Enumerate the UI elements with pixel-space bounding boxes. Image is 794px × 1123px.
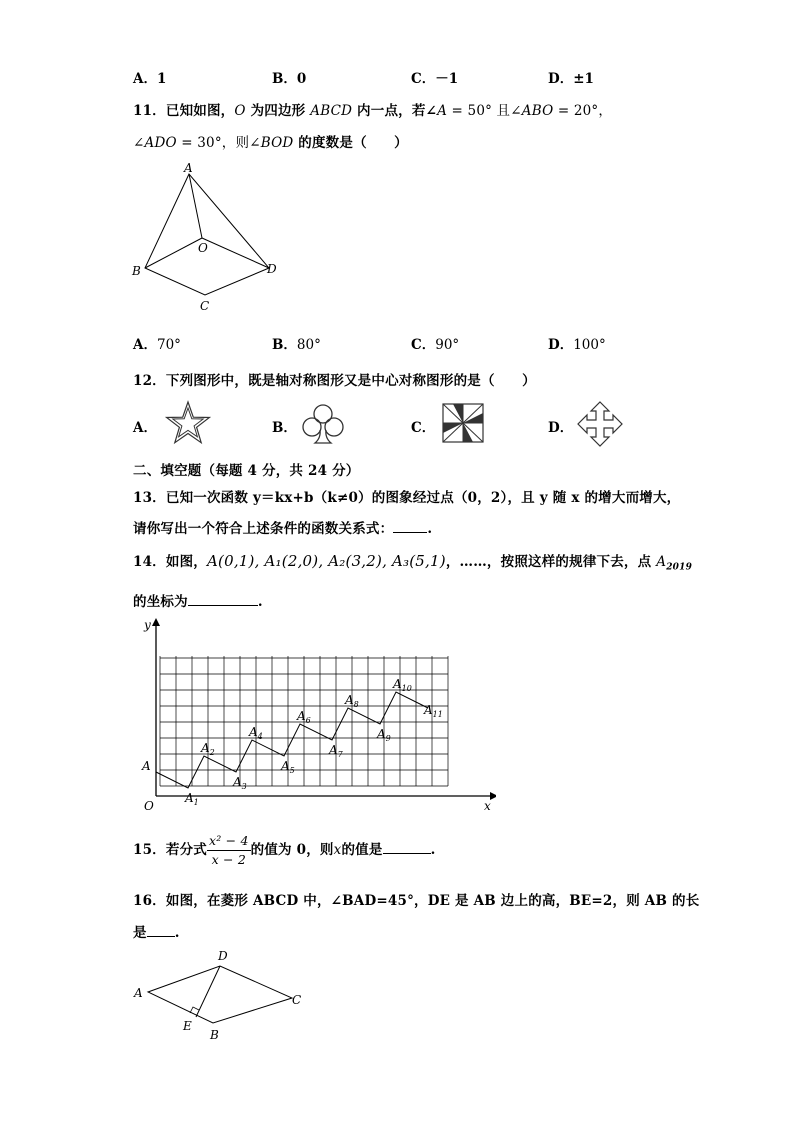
- option-letter: A．: [133, 71, 157, 87]
- option-value: 100°: [573, 337, 606, 353]
- answer-blank[interactable]: [147, 924, 175, 937]
- denominator: x − 2: [211, 852, 247, 867]
- point-label-7: $A_7$: [329, 743, 343, 759]
- point-label-9: $A_9$: [377, 727, 391, 743]
- label-D: D: [218, 949, 228, 963]
- option-letter: B．: [272, 71, 297, 87]
- text: 请你写出一个符合上述条件的函数关系式：: [133, 521, 394, 537]
- text: 的值是: [341, 842, 383, 858]
- point-label-sub: 11: [432, 710, 443, 719]
- option-value: 1: [156, 71, 167, 87]
- q11-quadrilateral-figure: [125, 158, 295, 313]
- text: ∠: [133, 135, 145, 151]
- point-label-sub: 6: [305, 716, 311, 725]
- q10-option-a[interactable]: [133, 67, 166, 87]
- q12-option-a[interactable]: A．: [133, 420, 157, 436]
- math-var: A: [437, 103, 448, 119]
- text: 15．若分式: [133, 842, 207, 858]
- math-sub: 2019: [666, 562, 693, 573]
- label-A: A: [184, 161, 193, 175]
- club-icon: [300, 402, 346, 446]
- option-value: 0: [296, 71, 307, 87]
- y-axis-arrow: [152, 618, 160, 626]
- star-outline-icon: [164, 400, 212, 446]
- point-label-sub: 10: [401, 684, 412, 693]
- option-value: 80°: [296, 337, 321, 353]
- answer-blank[interactable]: [188, 593, 258, 606]
- math-var: ABO: [521, 103, 554, 119]
- point-label-4: $A_4$: [249, 725, 263, 741]
- y-axis-label: y: [144, 618, 151, 632]
- text: 的度数是（ ）: [293, 135, 408, 151]
- math-var: ADO: [144, 135, 177, 151]
- q11-stem-line1: [133, 99, 612, 119]
- q12-stem: 12．下列图形中，既是轴对称图形又是中心对称图形的是（ ）: [133, 373, 536, 389]
- q10-option-b[interactable]: [272, 67, 306, 87]
- text: ，……，按照这样的规律下去，点: [445, 554, 657, 570]
- q12-option-d[interactable]: D．: [548, 420, 574, 436]
- option-letter: A．: [133, 337, 157, 353]
- label-C: C: [200, 299, 210, 313]
- point-label-sub: 9: [385, 734, 391, 743]
- q14-coordinate-graph: [134, 612, 496, 812]
- math-var: x: [333, 842, 342, 858]
- point-label-10: $A_{10}$: [393, 677, 412, 693]
- q16-stem-line2: 是 .: [133, 925, 180, 941]
- fraction: [207, 832, 251, 869]
- label-B: B: [132, 264, 141, 278]
- point-label-sub: 7: [337, 750, 343, 759]
- option-value: 90°: [435, 337, 460, 353]
- q14-stem-line1: [133, 550, 692, 573]
- math-var: ABCD: [310, 103, 353, 119]
- point-label-sub: 1: [193, 798, 199, 807]
- option-value: ±1: [573, 71, 594, 87]
- point-label-6: $A_6$: [297, 709, 311, 725]
- option-value: 70°: [156, 337, 181, 353]
- point-label-1: $A_1$: [185, 791, 199, 807]
- point-label-0: A: [142, 759, 151, 773]
- label-D: D: [267, 262, 277, 276]
- section-title: 二、填空题（每题 4 分，共 24 分）: [133, 463, 360, 479]
- option-letter: B．: [272, 337, 297, 353]
- text: = 50° 且∠: [447, 103, 522, 119]
- point-label-sub: 3: [241, 782, 247, 791]
- option-letter: D．: [548, 337, 574, 353]
- label-E: E: [183, 1019, 192, 1033]
- answer-blank[interactable]: [383, 841, 431, 854]
- four-arrows-icon: [576, 400, 624, 448]
- q16-stem-line1: 16．如图，在菱形 ABCD 中，∠BAD=45°，DE 是 AB 边上的高，BE=2，则 AB 的长: [133, 893, 700, 909]
- point-label-8: $A_8$: [345, 693, 359, 709]
- math-var: BOD: [260, 135, 294, 151]
- q10-option-d[interactable]: [548, 67, 594, 87]
- q11-stem-line2: [133, 131, 408, 151]
- option-letter: C．: [411, 71, 436, 87]
- q11-option-c[interactable]: [411, 333, 459, 353]
- text: 11．已知如图，: [133, 103, 235, 119]
- math-var: O: [234, 103, 246, 119]
- q11-option-d[interactable]: [548, 333, 606, 353]
- option-value: －1: [435, 71, 459, 87]
- text: 的坐标为: [133, 594, 188, 610]
- option-letter: C．: [411, 337, 436, 353]
- origin-label: O: [144, 799, 154, 812]
- q12-option-b[interactable]: B．: [272, 420, 297, 436]
- point-label-sub: 4: [257, 732, 263, 741]
- text: 是: [133, 925, 147, 941]
- q10-option-c[interactable]: [411, 67, 458, 87]
- point-label-3: $A_3$: [233, 775, 247, 791]
- option-letter: D．: [548, 71, 574, 87]
- x-axis-label: x: [484, 799, 491, 812]
- point-label-sub: 8: [353, 700, 359, 709]
- math-points: A(0,1), A₁(2,0), A₂(3,2), A₃(5,1): [207, 552, 446, 570]
- math-var: A: [656, 554, 667, 570]
- q12-option-c[interactable]: C．: [411, 420, 436, 436]
- answer-blank[interactable]: [393, 520, 427, 533]
- point-label-sub: 2: [209, 748, 215, 757]
- q13-stem-line2: 请你写出一个符合上述条件的函数关系式： .: [133, 521, 433, 537]
- text: 为四边形: [245, 103, 311, 119]
- x-axis-arrow: [490, 792, 496, 800]
- label-C: C: [292, 993, 302, 1007]
- q14-stem-line2: 的坐标为 .: [133, 594, 263, 610]
- point-label-5: $A_5$: [281, 759, 295, 775]
- text: = 30°，则∠: [176, 135, 261, 151]
- text: 内一点，若∠: [352, 103, 438, 119]
- q13-stem-line1: 13．已知一次函数 y＝kx+b（k≠0）的图象经过点（0，2），且 y 随 x 的增大而增大，: [133, 490, 681, 506]
- q16-rhombus-figure: [128, 946, 313, 1046]
- text: = 20°，: [553, 103, 613, 119]
- point-label-11: $A_{11}$: [424, 703, 443, 719]
- label-O: O: [198, 241, 208, 255]
- point-label-sub: 5: [289, 766, 295, 775]
- point-label-2: $A_2$: [201, 741, 215, 757]
- q11-option-a[interactable]: [133, 333, 181, 353]
- text: 14．如图，: [133, 554, 207, 570]
- q11-option-b[interactable]: [272, 333, 321, 353]
- label-A: A: [134, 986, 143, 1000]
- q15-stem: 15．若分式 $\frac{\text{x² − 4}}{x - 2}$ 的值为 0，则x的值是 .: [133, 833, 436, 867]
- numerator: x² − 4: [207, 832, 251, 851]
- label-B: B: [210, 1028, 219, 1042]
- text: 的值为 0，则: [250, 842, 334, 858]
- pinwheel-icon: [441, 402, 485, 444]
